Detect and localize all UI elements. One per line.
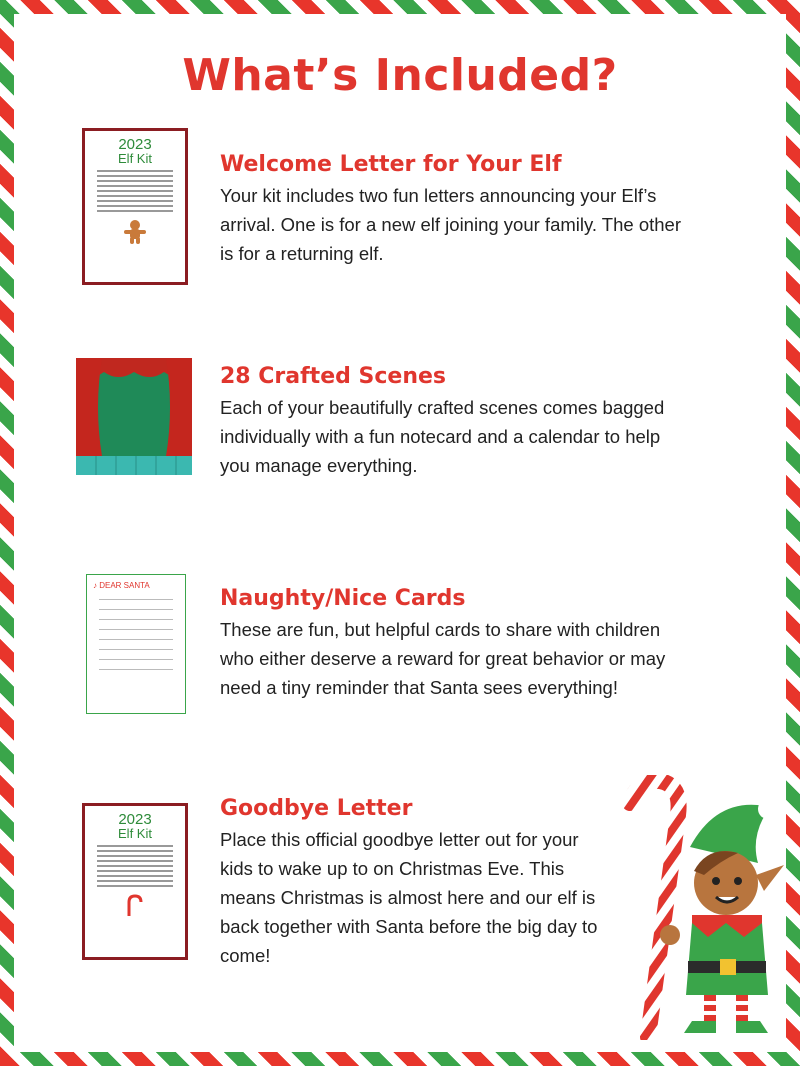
section-heading: 28 Crafted Scenes — [220, 364, 447, 389]
elf-icon — [608, 775, 790, 1040]
candy-cane-icon — [123, 894, 147, 918]
section-heading: Naughty/Nice Cards — [220, 586, 466, 611]
page-title: What’s Included? — [182, 50, 618, 101]
section-heading: Goodbye Letter — [220, 796, 413, 821]
thumb-year: 2023 — [118, 811, 152, 828]
gingerbread-icon — [122, 219, 148, 245]
section-body: Each of your beautifully crafted scenes comes bagged individually with a fun notecard and a calendar to help you manage everything. — [220, 397, 665, 476]
thumb-label: Elf Kit — [118, 151, 152, 166]
section-crafted-scenes — [220, 364, 690, 480]
welcome-letter-thumbnail — [82, 128, 188, 285]
goodbye-letter-thumbnail — [82, 803, 188, 960]
section-naughty-nice-cards — [220, 586, 690, 702]
stage-curtain-icon — [76, 358, 192, 475]
thumb-label: DEAR SANTA — [99, 581, 150, 590]
section-body: Your kit includes two fun letters announcing your Elf’s arrival. One is for a new elf joining your family. The other is for a returning elf. — [220, 185, 681, 264]
section-goodbye-letter — [220, 796, 600, 970]
naughty-nice-card-thumbnail — [86, 574, 186, 714]
thumb-year: 2023 — [118, 136, 152, 153]
section-body: These are fun, but helpful cards to share with children who either deserve a reward for great behavior or may need a tiny reminder that Santa sees everything! — [220, 619, 666, 698]
card-header — [93, 581, 179, 590]
thumb-label: Elf Kit — [118, 826, 152, 841]
candy-cane-icon: ♪ — [93, 581, 97, 590]
section-heading: Welcome Letter for Your Elf — [220, 152, 562, 177]
section-body: Place this official goodbye letter out for your kids to wake up to on Christmas Eve. This means Christmas is almost here and our elf is back together with Santa before the big day to come! — [220, 829, 598, 966]
candy-cane-icon — [630, 781, 679, 1037]
section-welcome-letter — [220, 152, 690, 268]
crafted-scenes-thumbnail — [76, 358, 192, 475]
